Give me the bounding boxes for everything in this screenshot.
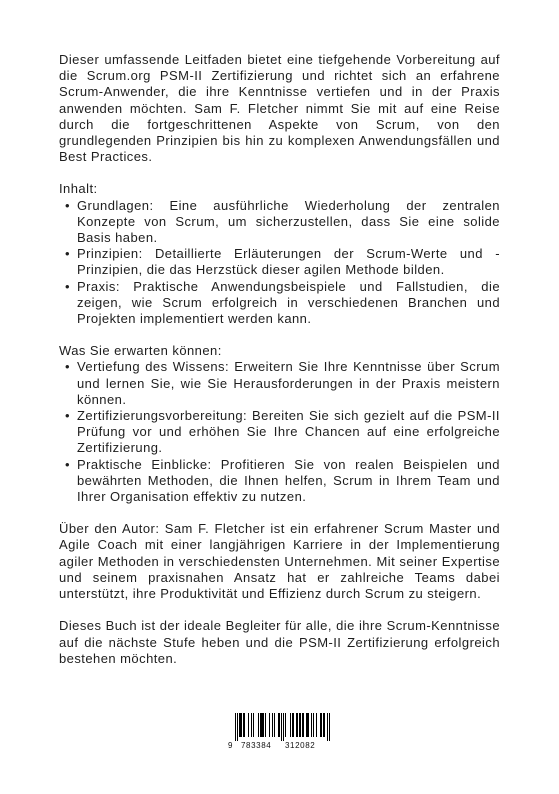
list-item [59, 279, 500, 328]
barcode-bar [244, 713, 245, 737]
barcode-bar [279, 713, 280, 737]
barcode-bar [258, 713, 259, 737]
barcode-bar [300, 713, 301, 737]
barcode-bar [321, 713, 322, 737]
list-item [59, 198, 500, 247]
list-item [59, 457, 500, 506]
barcode-bar [311, 713, 312, 737]
barcode-bar [308, 713, 309, 737]
barcode-bar [320, 713, 321, 737]
bullet-icon: • [65, 359, 71, 375]
list-item-text: Grundlagen: Eine ausführliche Wiederholung der zentralen Konzepte von Scrum, um sicherzustellen, dass Sie eine solide Basis haben. [77, 197, 500, 246]
list-item-text: Praktische Einblicke: Profitieren Sie von realen Beispielen und bewährten Methoden, die Ihnen helfen, Scrum in Ihrem Team und Ihrer Organisation effektiv zu nutzen. [77, 456, 500, 505]
barcode-bar [281, 713, 282, 741]
list-item [59, 408, 500, 457]
barcode-bar [241, 713, 242, 737]
barcode-right-group: 312082 [285, 741, 316, 750]
barcode-icon [228, 713, 332, 741]
barcode-bar [269, 713, 270, 737]
barcode-bar [302, 713, 303, 737]
list-item-text: Praxis: Praktische Anwendungsbeispiele und Fallstudien, die zeigen, wie Scrum erfolgreich in verschiedenen Branchen und Projekten implementiert werden kann. [77, 278, 500, 327]
expectations-heading: Was Sie erwarten können: [59, 343, 222, 359]
barcode-bar [285, 713, 286, 737]
list-item [59, 246, 500, 278]
barcode-bar [278, 713, 279, 737]
barcode-bar [251, 713, 252, 737]
bullet-icon: • [65, 278, 71, 294]
isbn-barcode [228, 713, 332, 753]
barcode-bar [313, 713, 314, 737]
barcode-bar [324, 713, 325, 737]
barcode-bar [283, 713, 284, 741]
bullet-icon: • [65, 456, 71, 472]
barcode-bar [261, 713, 262, 737]
closing-paragraph: Dieses Buch ist der ideale Begleiter für alle, die ihre Scrum-Kenntnisse auf die nächste Stufe heben und die PSM-II Zertifizierung erfolgreich bestehen möchten. [59, 618, 500, 666]
barcode-bar [248, 713, 249, 737]
barcode-bar [296, 713, 297, 737]
list-item-text: Vertiefung des Wissens: Erweitern Sie Ihre Kenntnisse über Scrum und lernen Sie, wie Sie Herausforderungen in der Praxis meistern können. [77, 359, 500, 407]
barcode-bar [240, 713, 241, 737]
barcode-bar [290, 713, 291, 737]
barcode-bar [235, 713, 236, 741]
barcode-bar [292, 713, 293, 737]
back-cover-text [59, 52, 500, 683]
barcode-lead-digit: 9 [228, 741, 234, 750]
list-item-text: Zertifizierungsvorbereitung: Bereiten Sie sich gezielt auf die PSM-II Prüfung vor und erhöhen Sie Ihre Chancen auf eine erfolgreiche Zertifizierung. [77, 408, 500, 456]
barcode-bar [323, 713, 324, 737]
barcode-bar [263, 713, 264, 737]
barcode-left-group: 783384 [241, 741, 272, 750]
contents-list [59, 198, 500, 328]
barcode-bar [307, 713, 308, 737]
barcode-bar [237, 713, 238, 741]
barcode-bar [316, 713, 317, 737]
barcode-bar [329, 713, 330, 741]
bullet-icon: • [65, 408, 71, 424]
barcode-bar [293, 713, 294, 737]
bullet-icon: • [65, 246, 71, 262]
barcode-bar [327, 713, 328, 741]
expectations-list [59, 359, 500, 505]
barcode-digits [228, 741, 332, 753]
barcode-bar [260, 713, 261, 737]
barcode-bar [253, 713, 254, 737]
list-item [59, 359, 500, 408]
contents-heading: Inhalt: [59, 181, 98, 197]
barcode-bar [243, 713, 244, 737]
barcode-bar [239, 713, 240, 737]
barcode-bar [272, 713, 273, 737]
intro-paragraph: Dieser umfassende Leitfaden bietet eine tiefgehende Vorbereitung auf die Scrum.org PSM-II Zertifizierung und richtet sich an erfahrene Scrum-Anwender, die ihre Kenntnisse vertiefen und in der Praxis anwenden möchten. Sam F. Fletcher nimmt Sie mit auf eine Reise durch die fortgeschrittenen Aspekte von Scrum, von den grundlegenden Prinzipien bis hin zu komplexen Anwendungsfällen und Best Practices. [59, 52, 500, 165]
barcode-bar [274, 713, 275, 737]
bullet-icon: • [65, 197, 71, 213]
barcode-bar [297, 713, 298, 737]
barcode-bar [306, 713, 307, 737]
barcode-bar [262, 713, 263, 737]
list-item-text: Prinzipien: Detaillierte Erläuterungen der Scrum-Werte und -Prinzipien, die das Herzstück dieser agilen Methode bilden. [77, 246, 500, 278]
barcode-bar [303, 713, 304, 737]
about-author-paragraph: Über den Autor: Sam F. Fletcher ist ein erfahrener Scrum Master und Agile Coach mit einer langjährigen Karriere in der Implementierung agiler Methoden in verschiedensten Unternehmen. Mit seiner Expertise und seinem praxisnahen Ansatz hat er zahlreiche Teams dabei unterstützt, ihre Produktivität und Effizienz durch Scrum zu steigern. [59, 521, 500, 602]
barcode-bar [299, 713, 300, 737]
barcode-bar [265, 713, 266, 737]
